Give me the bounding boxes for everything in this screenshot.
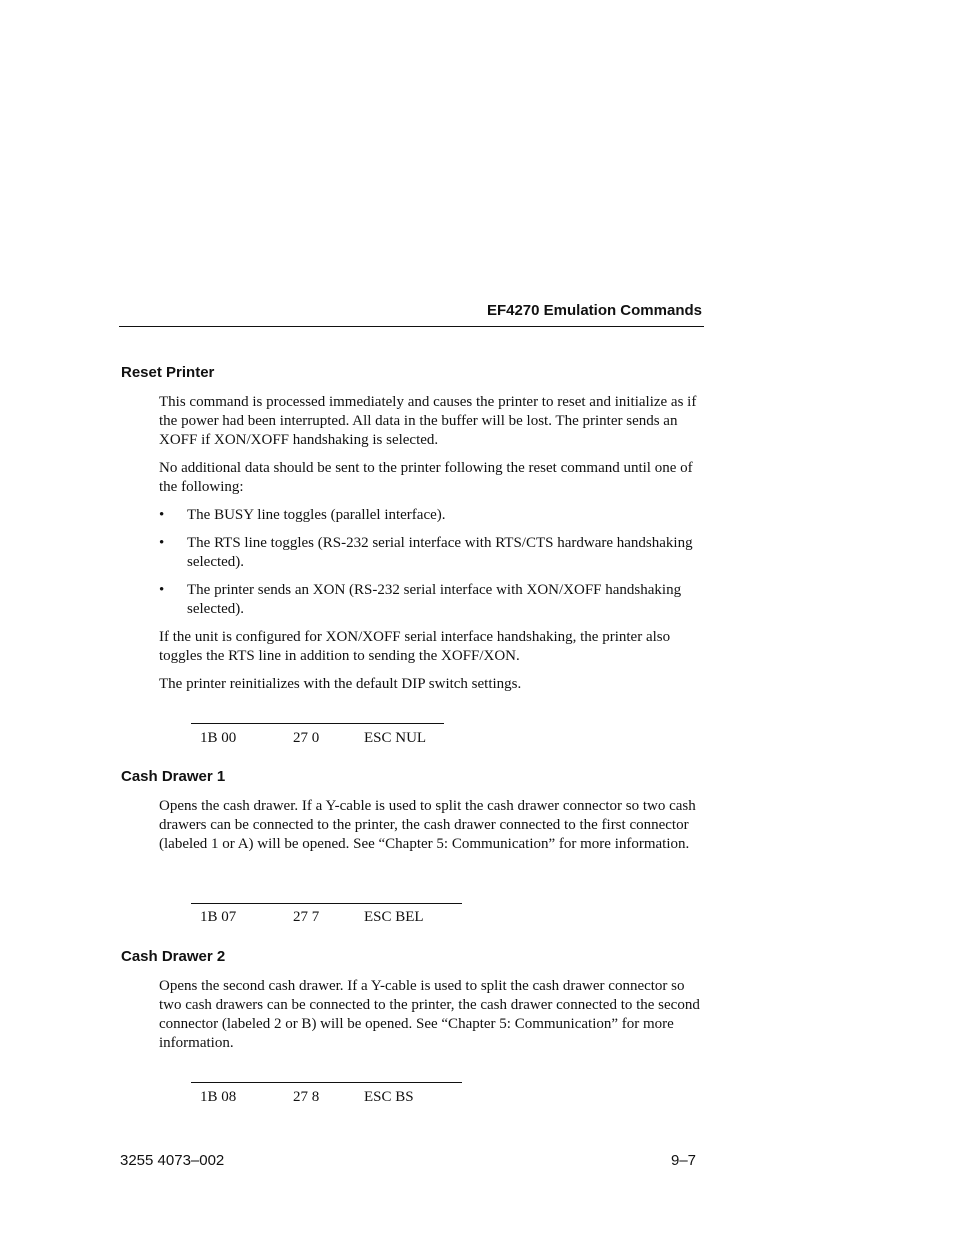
bullet-icon: •	[159, 535, 165, 551]
paragraph: No additional data should be sent to the printer following the reset command until one of the following:	[159, 460, 693, 495]
code-hex: 1B 00	[200, 730, 237, 746]
code-table-rule	[191, 1082, 462, 1083]
paragraph: Opens the cash drawer. If a Y-cable is used to split the cash drawer connector so two cash drawers can be connected to the printer, the cash drawer connected to the first connector (labeled 1 or A) will be opened. See “Chapter 5: Communication” for more information.	[159, 798, 696, 852]
code-decimal: 27 0	[293, 730, 320, 746]
paragraph: If the unit is configured for XON/XOFF serial interface handshaking, the printer also toggles the RTS line in addition to sending the XOFF/XON.	[159, 629, 671, 664]
bullet-list	[159, 506, 707, 619]
code-ascii: ESC BEL	[364, 909, 424, 925]
header-rule	[119, 326, 704, 327]
list-item	[159, 506, 707, 525]
bullet-icon: •	[159, 582, 165, 598]
footer-document-number: 3255 4073–002	[120, 1152, 225, 1169]
list-item-text: The printer sends an XON (RS-232 serial interface with XON/XOFF handshaking selected).	[187, 582, 682, 617]
section-heading-cash-drawer-1: Cash Drawer 1	[121, 768, 226, 785]
bullet-icon: •	[159, 507, 165, 523]
list-item	[159, 534, 707, 572]
paragraph: The printer reinitializes with the default DIP switch settings.	[159, 676, 522, 692]
section-heading-cash-drawer-2: Cash Drawer 2	[121, 948, 226, 965]
paragraph: Opens the second cash drawer. If a Y-cable is used to split the cash drawer connector so two cash drawers can be connected to the printer, the cash drawer connected to the second connector (labeled 2 or B) will be opened. See “Chapter 5: Communication” for more information.	[159, 978, 700, 1051]
code-ascii: ESC BS	[364, 1089, 414, 1105]
code-table-rule	[191, 903, 462, 904]
code-table-rule	[191, 723, 444, 724]
paragraph: This command is processed immediately and causes the printer to reset and initialize as if the power had been interrupted. All data in the buffer will be lost. The printer sends an XOFF if XON/XOFF handshaking is selected.	[159, 394, 697, 448]
section-body-reset-printer	[159, 393, 707, 703]
code-decimal: 27 7	[293, 909, 320, 925]
footer-page-number: 9–7	[671, 1152, 697, 1169]
code-ascii: ESC NUL	[364, 730, 427, 746]
section-body-cash-drawer-1	[159, 797, 707, 863]
list-item-text: The BUSY line toggles (parallel interface).	[187, 507, 446, 523]
list-item-text: The RTS line toggles (RS-232 serial interface with RTS/CTS hardware handshaking selected).	[187, 535, 693, 570]
section-body-cash-drawer-2	[159, 977, 707, 1062]
code-hex: 1B 07	[200, 909, 237, 925]
code-decimal: 27 8	[293, 1089, 320, 1105]
running-header-title: EF4270 Emulation Commands	[486, 302, 702, 319]
section-heading-reset-printer: Reset Printer	[121, 364, 215, 381]
list-item	[159, 581, 707, 619]
code-hex: 1B 08	[200, 1089, 237, 1105]
